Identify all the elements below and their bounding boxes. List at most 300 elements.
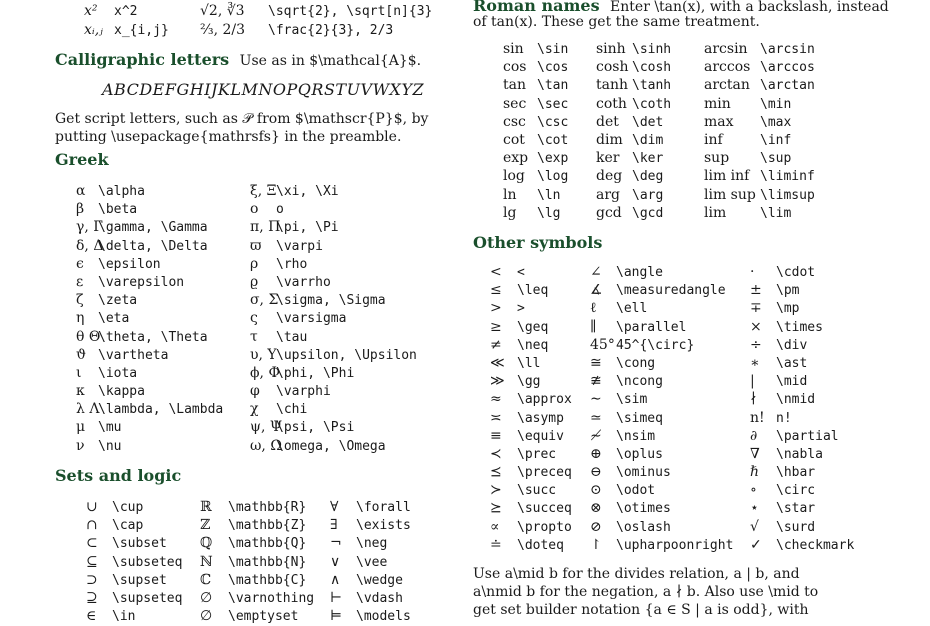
symbol-glyph: arg — [596, 186, 621, 203]
symbol-glyph: sec — [503, 95, 527, 112]
other-row — [590, 518, 733, 536]
latex-command: \pi, \Pi — [276, 220, 339, 236]
symbol-glyph: ⊆ — [86, 553, 98, 570]
symbol-glyph: ψ, Ψ — [250, 419, 283, 436]
symbol-glyph: sinh — [596, 41, 626, 57]
latex-command: \gg — [517, 374, 541, 390]
other-row — [750, 481, 854, 499]
greek-row — [76, 237, 223, 255]
symbol-glyph: ≍ — [490, 409, 502, 426]
symbol-glyph: o — [250, 201, 259, 218]
sets-row — [330, 498, 411, 516]
latex-command: \neg — [356, 536, 388, 552]
greek-row — [250, 255, 417, 273]
roman-row — [503, 204, 568, 222]
other-row — [590, 445, 733, 463]
symbol-glyph: ∗ — [750, 354, 760, 371]
greek-row — [76, 218, 223, 236]
symbol-glyph: ς — [250, 310, 258, 327]
latex-command: \in — [112, 609, 136, 625]
latex-command: \times — [776, 319, 823, 335]
other-row — [490, 481, 572, 499]
symbol-glyph: ∘ — [750, 482, 757, 499]
calligraphic-intro: Use as in $\mathcal{A}$. — [239, 53, 422, 69]
roman-row — [704, 167, 815, 185]
greek-row — [76, 309, 223, 327]
symbol-glyph: α — [76, 183, 86, 199]
other-row — [490, 318, 572, 336]
other-row — [490, 281, 572, 299]
latex-command: \rho — [276, 256, 308, 272]
latex-command: \models — [356, 609, 411, 625]
symbol-glyph: ↾ — [590, 536, 602, 553]
latex-command: \omega, \Omega — [276, 438, 386, 454]
symbol-glyph: χ — [250, 401, 259, 418]
latex-command: \eta — [98, 311, 130, 327]
roman-row — [704, 95, 815, 113]
greek-row — [250, 382, 417, 400]
latex-command: \ncong — [616, 374, 663, 390]
greek-row — [76, 328, 223, 346]
roman-row — [503, 167, 568, 185]
latex-command: \zeta — [98, 293, 138, 309]
other-row — [590, 481, 733, 499]
greek-right-column — [250, 182, 417, 455]
latex-command: \varpi — [276, 238, 323, 254]
latex-command: \ln — [537, 187, 561, 203]
symbol-glyph: arcsin — [704, 41, 748, 57]
sets-row — [330, 589, 411, 607]
greek-row — [76, 364, 223, 382]
other-row — [750, 536, 854, 554]
latex-command: \cong — [616, 355, 656, 371]
latex-command: \varrho — [276, 274, 331, 290]
sets-row — [86, 534, 182, 552]
latex-command: \liminf — [760, 169, 815, 185]
other-row — [750, 372, 854, 390]
top-cmd: \frac{2}{3}, 2/3 — [268, 23, 394, 38]
roman-column-1 — [503, 40, 568, 222]
symbol-glyph: ϵ — [76, 255, 84, 272]
symbol-glyph: ⊃ — [86, 571, 98, 588]
symbol-glyph: ℏ — [750, 464, 760, 481]
greek-heading: Greek — [55, 150, 109, 169]
symbol-glyph: ι — [76, 364, 82, 381]
latex-command: \mathbb{N} — [228, 554, 307, 570]
roman-row — [704, 40, 815, 58]
top-sym: ⅔, 2/3 — [200, 22, 246, 38]
sets-heading: Sets and logic — [55, 466, 182, 485]
sets-row — [200, 534, 314, 552]
latex-command: \min — [760, 96, 792, 112]
greek-row — [250, 237, 417, 255]
latex-command: \kappa — [98, 384, 145, 400]
symbol-glyph: sup — [704, 150, 730, 167]
symbol-glyph: ⪰ — [490, 500, 502, 517]
latex-command: \surd — [776, 519, 816, 535]
greek-row — [76, 437, 223, 455]
latex-command: \succ — [517, 483, 557, 499]
symbol-glyph: ≡ — [490, 427, 502, 444]
roman-row — [503, 113, 568, 131]
symbol-glyph: ∂ — [750, 427, 758, 444]
top-cmd: \sqrt{2}, \sqrt[n]{3} — [268, 4, 433, 19]
symbol-glyph: max — [704, 113, 734, 130]
roman-column-3 — [704, 40, 815, 222]
latex-command: o — [276, 202, 284, 218]
greek-row — [250, 218, 417, 236]
greek-row — [250, 346, 417, 364]
other-row — [490, 445, 572, 463]
greek-row — [76, 255, 223, 273]
latex-command: \arccos — [760, 60, 815, 76]
symbol-glyph: arccos — [704, 59, 751, 76]
roman-row — [704, 204, 815, 222]
other-row — [490, 336, 572, 354]
symbol-glyph: exp — [503, 150, 529, 167]
latex-command: \alpha — [98, 184, 145, 199]
symbol-glyph: ≪ — [490, 354, 505, 371]
greek-row — [76, 382, 223, 400]
symbol-glyph: ∼ — [590, 391, 602, 408]
symbol-glyph: ∈ — [86, 608, 97, 625]
latex-command: \epsilon — [98, 256, 161, 272]
roman-row — [596, 95, 671, 113]
latex-command: \forall — [356, 500, 411, 515]
latex-command: \lg — [537, 205, 561, 221]
roman-row — [704, 186, 815, 204]
greek-row — [76, 291, 223, 309]
latex-command: \mp — [776, 301, 800, 317]
symbol-glyph: cos — [503, 59, 527, 76]
symbol-glyph: ℚ — [200, 535, 213, 552]
other-row — [590, 463, 733, 481]
latex-command: \beta — [98, 202, 138, 218]
other-row — [750, 390, 854, 408]
latex-command: \measuredangle — [616, 283, 726, 299]
latex-command: \deg — [632, 169, 664, 185]
calligraphic-letters: ABCDEFGHIJKLMNOPQRSTUVWXYZ — [102, 80, 425, 99]
latex-command: < — [517, 265, 525, 280]
latex-command: \gamma, \Gamma — [98, 220, 208, 236]
symbol-glyph: ⊖ — [590, 464, 602, 481]
latex-command: \propto — [517, 519, 572, 535]
roman-row — [596, 204, 671, 222]
roman-row — [704, 131, 815, 149]
symbol-glyph: ⊗ — [590, 500, 602, 517]
other-row — [490, 463, 572, 481]
greek-row — [250, 437, 417, 455]
symbol-glyph: cot — [503, 131, 525, 148]
symbol-glyph: ω, Ω — [250, 437, 282, 454]
symbol-glyph: det — [596, 113, 619, 130]
other-row — [750, 445, 854, 463]
latex-command: \cos — [537, 60, 569, 76]
sets-row — [200, 589, 314, 607]
symbol-glyph: κ — [76, 383, 85, 400]
roman-line-2: of tan(x). These get the same treatment. — [473, 14, 760, 30]
symbol-glyph: ℝ — [200, 499, 212, 515]
symbol-glyph: ≈ — [490, 391, 502, 408]
symbol-glyph: ϱ — [250, 273, 259, 290]
latex-command: \simeq — [616, 410, 663, 426]
other-note-1: Use a\mid b for the divides relation, a | b, and — [473, 566, 800, 582]
symbol-glyph: τ — [250, 328, 258, 345]
symbol-glyph: ζ — [76, 292, 84, 309]
greek-row — [250, 364, 417, 382]
other-row — [750, 354, 854, 372]
other-row — [490, 299, 572, 317]
latex-command: \chi — [276, 402, 308, 418]
latex-command: \inf — [760, 132, 792, 148]
top-cmd: x_{i,j} — [114, 23, 169, 38]
roman-row — [503, 186, 568, 204]
roman-line-1: Enter \tan(x), with a backslash, instead — [610, 0, 889, 15]
latex-command: \ell — [616, 301, 648, 317]
symbol-glyph: ÷ — [750, 336, 762, 353]
latex-command: \supseteq — [112, 590, 183, 606]
sets-row — [330, 534, 411, 552]
symbol-glyph: ρ — [250, 255, 259, 272]
symbol-glyph: ≐ — [490, 536, 502, 553]
symbol-glyph: ker — [596, 150, 620, 167]
symbol-glyph: n! — [750, 409, 765, 426]
symbol-glyph: ϑ — [76, 346, 87, 363]
symbol-glyph: ✓ — [750, 536, 762, 553]
symbol-glyph: η — [76, 310, 85, 327]
symbol-glyph: σ, Σ — [250, 292, 279, 309]
symbol-glyph: ξ, Ξ — [250, 183, 277, 199]
latex-command: \csc — [537, 114, 569, 130]
roman-row — [503, 40, 568, 58]
symbol-glyph: deg — [596, 168, 623, 185]
latex-command: \phi, \Phi — [276, 365, 355, 381]
symbol-glyph: ≤ — [490, 282, 502, 299]
latex-command: \ominus — [616, 465, 671, 481]
symbol-glyph: ∅ — [200, 589, 213, 606]
other-row — [490, 427, 572, 445]
latex-command: \log — [537, 169, 569, 185]
latex-command: \geq — [517, 319, 549, 335]
latex-command: > — [517, 301, 525, 317]
roman-row — [596, 131, 671, 149]
latex-command: \varepsilon — [98, 274, 185, 290]
sets-row — [330, 553, 411, 571]
greek-row — [250, 291, 417, 309]
sets-row — [86, 607, 182, 625]
other-note-3: get set builder notation {a ∈ S | a is odd}, with — [473, 602, 809, 618]
greek-row — [250, 400, 417, 418]
latex-command: \oplus — [616, 446, 663, 462]
latex-command: \upharpoonright — [616, 537, 734, 553]
latex-command: \cot — [537, 132, 569, 148]
latex-command: \mathbb{Z} — [228, 518, 307, 534]
latex-command: \asymp — [517, 410, 564, 426]
symbol-glyph: δ, Δ — [76, 237, 104, 254]
latex-command: \subset — [112, 536, 167, 552]
latex-command: \varphi — [276, 384, 331, 400]
latex-command: \prec — [517, 446, 557, 462]
symbol-glyph: ∝ — [490, 518, 500, 535]
symbol-glyph: ℕ — [200, 553, 213, 570]
latex-command: \nu — [98, 438, 122, 454]
greek-row — [250, 182, 417, 200]
latex-command: \mu — [98, 420, 122, 436]
latex-command: \arg — [632, 187, 664, 203]
other-row — [750, 281, 854, 299]
other-row — [590, 409, 733, 427]
roman-row — [596, 167, 671, 185]
roman-row — [503, 76, 568, 94]
other-row — [490, 409, 572, 427]
sets-row — [86, 589, 182, 607]
roman-row — [596, 149, 671, 167]
top-cmd: x^2 — [114, 4, 138, 19]
latex-command: \varnothing — [228, 590, 315, 606]
latex-command: \odot — [616, 483, 656, 499]
greek-row — [76, 273, 223, 291]
symbol-glyph: ⊨ — [330, 608, 343, 625]
symbol-glyph: ⋆ — [750, 500, 759, 517]
symbol-glyph: θ Θ — [76, 328, 101, 345]
latex-command: \dim — [632, 132, 664, 148]
latex-command: \wedge — [356, 572, 403, 588]
latex-command: \sec — [537, 96, 569, 112]
symbol-glyph: > — [490, 300, 502, 317]
latex-command: \coth — [632, 96, 672, 112]
top-sym: xᵢ,ⱼ — [84, 22, 103, 38]
greek-left-column — [76, 182, 223, 455]
latex-command: \arcsin — [760, 42, 815, 57]
latex-command: \star — [776, 501, 816, 517]
sets-row — [200, 607, 314, 625]
symbol-glyph: lg — [503, 204, 517, 221]
symbol-glyph: sin — [503, 41, 524, 57]
latex-command: \vdash — [356, 590, 403, 606]
latex-command: \partial — [776, 428, 839, 444]
sets-row — [200, 571, 314, 589]
latex-command: \cap — [112, 518, 144, 534]
top-sym: √2, ∛3 — [200, 3, 245, 19]
symbol-glyph: ⊙ — [590, 482, 602, 499]
latex-command: \lim — [760, 205, 792, 221]
calligraphic-heading: Calligraphic letters — [55, 50, 230, 69]
latex-command: \sin — [537, 42, 569, 57]
other-heading: Other symbols — [473, 233, 603, 252]
other-row — [490, 536, 572, 554]
symbol-glyph: ≇ — [590, 373, 602, 390]
symbol-glyph: ⊢ — [330, 589, 343, 606]
symbol-glyph: λ Λ — [76, 401, 100, 418]
latex-command: \subseteq — [112, 554, 183, 570]
symbol-glyph: coth — [596, 95, 627, 112]
symbol-glyph: arctan — [704, 77, 750, 94]
symbol-glyph: ⊘ — [590, 518, 602, 535]
symbol-glyph: · — [750, 264, 755, 280]
symbol-glyph: ⪯ — [490, 464, 502, 481]
roman-row — [704, 113, 815, 131]
symbol-glyph: ∓ — [750, 300, 762, 317]
sets-row — [86, 498, 182, 516]
symbol-glyph: ∥ — [590, 318, 597, 335]
other-row — [490, 372, 572, 390]
roman-row — [596, 40, 671, 58]
sets-row — [86, 516, 182, 534]
symbol-glyph: ϕ, Φ — [250, 364, 280, 381]
latex-command: \psi, \Psi — [276, 420, 355, 436]
greek-row — [76, 200, 223, 218]
other-row — [490, 354, 572, 372]
roman-row — [503, 131, 568, 149]
symbol-glyph: lim — [704, 204, 727, 221]
latex-command: \sup — [760, 151, 792, 167]
greek-row — [76, 346, 223, 364]
symbol-glyph: | — [750, 373, 755, 390]
sets-column-1 — [86, 498, 182, 625]
latex-command: \supset — [112, 572, 167, 588]
other-row — [590, 372, 733, 390]
symbol-glyph: ≁ — [590, 427, 602, 444]
symbol-glyph: < — [490, 264, 502, 280]
symbol-glyph: lim inf — [704, 168, 750, 185]
latex-command: \circ — [776, 483, 816, 499]
symbol-glyph: φ — [250, 383, 260, 400]
calligraphic-section — [55, 50, 421, 69]
latex-command: \angle — [616, 265, 663, 280]
latex-command: \cup — [112, 500, 144, 515]
symbol-glyph: υ, Υ — [250, 346, 277, 363]
greek-row — [76, 400, 223, 418]
sets-row — [330, 516, 411, 534]
symbol-glyph: ∨ — [330, 553, 341, 570]
other-row — [590, 263, 733, 281]
latex-command: \vartheta — [98, 347, 169, 363]
latex-command: \nabla — [776, 446, 823, 462]
latex-command: \leq — [517, 283, 549, 299]
symbol-glyph: ⊕ — [590, 445, 602, 462]
top-row-1 — [84, 2, 432, 21]
symbol-glyph: ≫ — [490, 373, 505, 390]
latex-command: \limsup — [760, 187, 815, 203]
symbol-glyph: ∇ — [750, 445, 760, 462]
sets-row — [330, 571, 411, 589]
symbol-glyph: tanh — [596, 77, 629, 94]
sets-row — [86, 553, 182, 571]
other-column-2 — [590, 263, 733, 554]
symbol-glyph: ℓ — [590, 300, 597, 317]
other-row — [750, 318, 854, 336]
symbol-glyph: ∪ — [86, 499, 98, 515]
latex-command: \pm — [776, 283, 800, 299]
other-row — [590, 354, 733, 372]
sets-column-2 — [200, 498, 314, 625]
symbol-glyph: ± — [750, 282, 762, 299]
other-row — [590, 318, 733, 336]
greek-row — [250, 328, 417, 346]
latex-command: \preceq — [517, 465, 572, 481]
roman-column-2 — [596, 40, 671, 222]
roman-heading: Roman names — [473, 0, 600, 15]
symbol-glyph: dim — [596, 131, 623, 148]
latex-command: \oslash — [616, 519, 671, 535]
roman-row — [596, 113, 671, 131]
latex-command: \approx — [517, 392, 572, 408]
symbol-glyph: ¬ — [330, 535, 342, 552]
other-row — [490, 390, 572, 408]
latex-command: \mathbb{C} — [228, 572, 307, 588]
symbol-glyph: ∤ — [750, 391, 757, 408]
sets-row — [86, 571, 182, 589]
